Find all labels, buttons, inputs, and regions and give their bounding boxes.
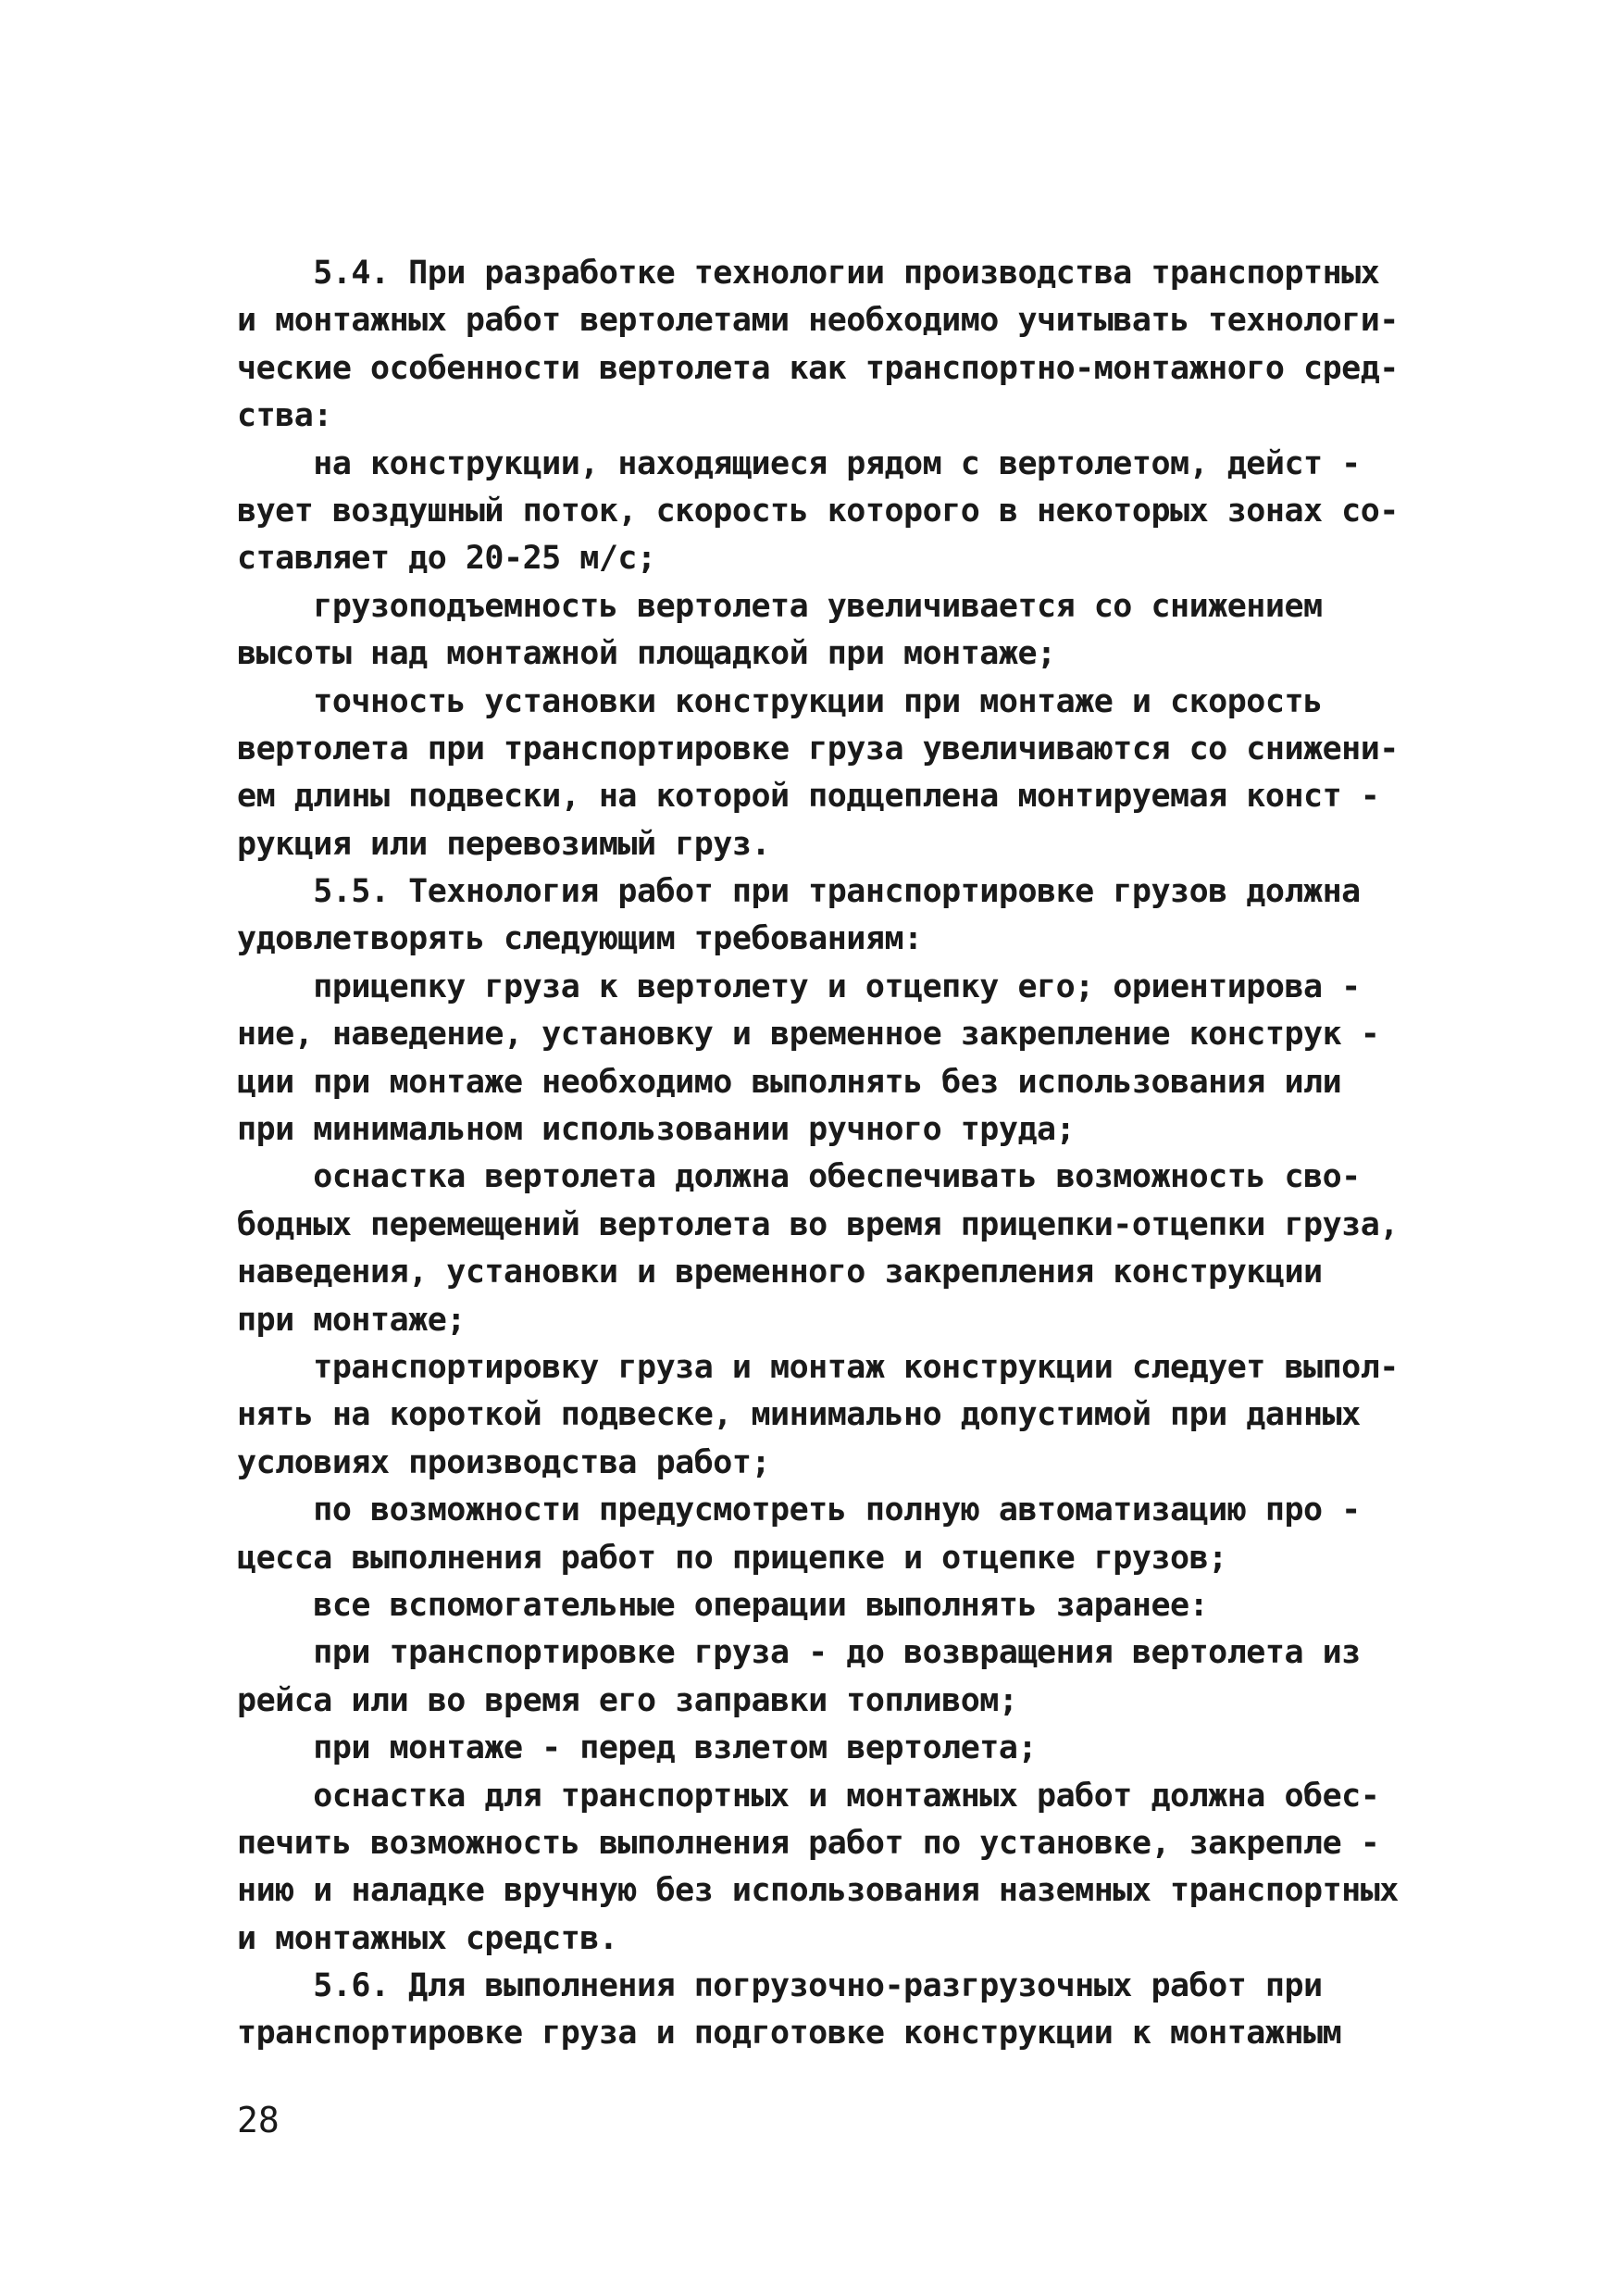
body-text (237, 250, 1403, 2058)
text-line: оснастка для транспортных и монтажных работ должна обес- (237, 1777, 1380, 1815)
text-line: все вспомогательные операции выполнять заранее: (237, 1586, 1209, 1624)
text-line: вертолета при транспортировке груза увеличиваются со снижени- (237, 730, 1399, 767)
text-line: по возможности предусмотреть полную автоматизацию про - (237, 1491, 1361, 1529)
text-line: при монтаже - перед взлетом вертолета; (237, 1729, 1038, 1767)
text-line: транспортировке груза и подготовке конструкции к монтажным (237, 2015, 1342, 2053)
text-line: ческие особенности вертолета как транспортно-монтажного сред- (237, 349, 1399, 387)
text-line: высоты над монтажной площадкой при монтаже; (237, 635, 1056, 673)
text-line: и монтажных работ вертолетами необходимо учитывать технологи- (237, 302, 1399, 340)
text-line: удовлетворять следующим требованиям: (237, 920, 923, 958)
text-line: наведения, установки и временного закрепления конструкции (237, 1254, 1323, 1292)
text-line: 5.5. Технология работ при транспортировке грузов должна (237, 873, 1361, 911)
text-line: рейса или во время его заправки топливом; (237, 1681, 1018, 1719)
text-line: рукция или перевозимый груз. (237, 825, 771, 863)
text-line: ства: (237, 397, 332, 435)
text-line: прицепку груза к вертолету и отцепку его; ориентирова - (237, 967, 1361, 1005)
text-line: при транспортировке груза - до возвращения вертолета из (237, 1634, 1361, 1672)
text-line: условиях производства работ; (237, 1443, 771, 1481)
text-line: печить возможность выполнения работ по установке, закрепле - (237, 1824, 1380, 1862)
text-line: ем длины подвески, на которой подцеплена монтируемая конст - (237, 778, 1380, 816)
text-line: нять на короткой подвеске, минимально допустимой при данных (237, 1396, 1361, 1434)
text-line: 5.4. При разработке технологии производства транспортных (237, 255, 1380, 292)
text-line: точность установки конструкции при монтаже и скорость (237, 682, 1323, 720)
text-line: при минимальном использовании ручного труда; (237, 1111, 1076, 1149)
text-line: ние, наведение, установку и временное закрепление конструк - (237, 1016, 1380, 1054)
text-line: транспортировку груза и монтаж конструкции следует выпол- (237, 1348, 1399, 1386)
text-line: бодных перемещений вертолета во время прицепки-отцепки груза, (237, 1205, 1399, 1243)
page-number: 28 (237, 2100, 280, 2140)
text-line: на конструкции, находящиеся рядом с вертолетом, дейст - (237, 444, 1361, 482)
text-line: ставляет до 20-25 м/с; (237, 540, 656, 578)
text-line: нию и наладке вручную без использования наземных транспортных (237, 1872, 1399, 1910)
text-line: 5.6. Для выполнения погрузочно-разгрузочных работ при (237, 1967, 1323, 2005)
text-line: оснастка вертолета должна обеспечивать возможность сво- (237, 1158, 1361, 1196)
text-line: и монтажных средств. (237, 1919, 618, 1957)
text-line: при монтаже; (237, 1301, 466, 1339)
text-line: вует воздушный поток, скорость которого в некоторых зонах со- (237, 492, 1399, 530)
text-line: ции при монтаже необходимо выполнять без использования или (237, 1063, 1342, 1101)
text-line: грузоподъемность вертолета увеличивается со снижением (237, 587, 1323, 625)
text-line: цесса выполнения работ по прицепке и отцепке грузов; (237, 1539, 1227, 1577)
